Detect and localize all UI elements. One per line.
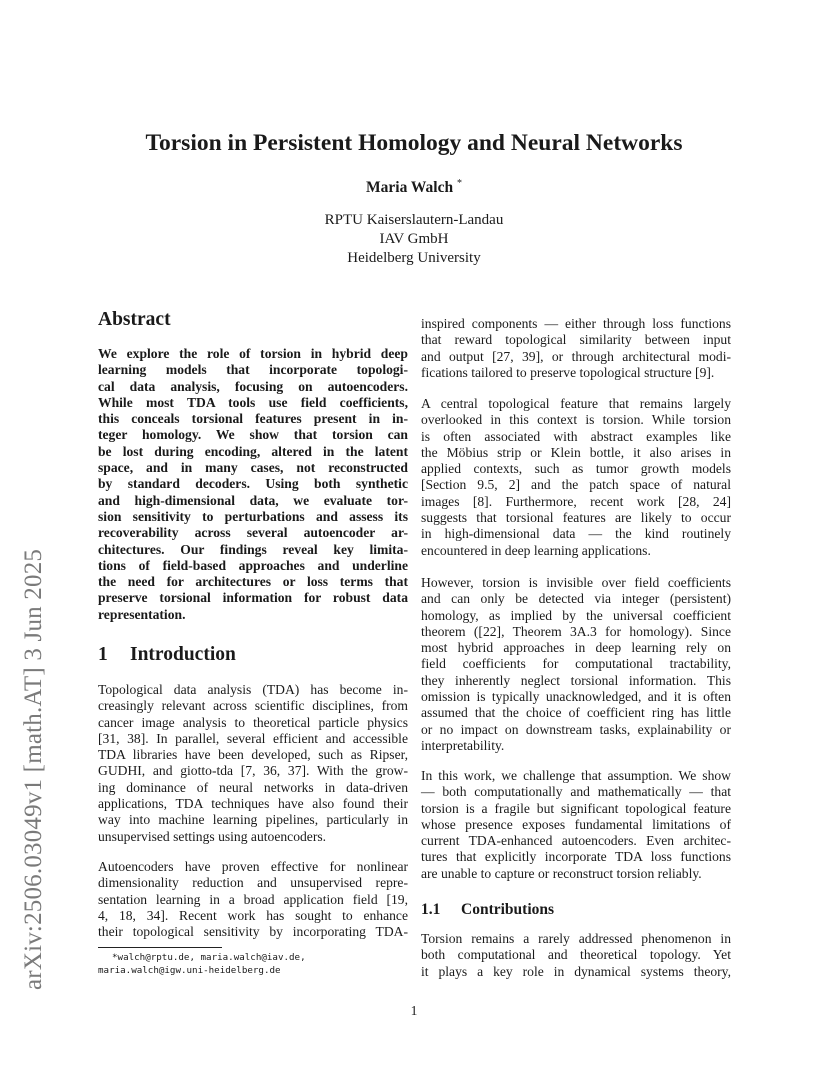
text-line: the Möbius strip or Klein bottle, it also arises in <box>421 444 731 460</box>
text-line: Topological data analysis (TDA) has become in- <box>98 682 408 697</box>
abstract-body <box>98 346 408 623</box>
text-line: GUDHI, and giotto-tda [7, 36, 37]. With the grow- <box>98 763 408 779</box>
text-line: and high-dimensional data, we evaluate tor- <box>98 492 408 508</box>
text-line: cal data analysis, focusing on autoencoders. <box>98 378 408 394</box>
text-line: torsion is a fragile but significant topological feature <box>421 800 731 816</box>
text-line: While most TDA tools use field coefficients, <box>98 394 408 410</box>
intro-paragraph-2 <box>98 859 408 940</box>
text-line: tions of field-based approaches and underline <box>98 557 408 573</box>
footnote-rule <box>98 947 222 948</box>
subsection-heading-contributions <box>421 901 554 919</box>
text-line: and output [27, 39], or through architectural modi- <box>421 348 731 364</box>
subsection-title: Contributions <box>461 901 555 918</box>
footnote-line: *walch@rptu.de, maria.walch@iav.de, <box>112 952 306 963</box>
page-number: 1 <box>410 1003 418 1018</box>
author-footnote-mark: * <box>457 178 462 189</box>
text-line: applied contexts, such as tumor growth models <box>421 461 731 477</box>
section-title: Introduction <box>130 644 236 665</box>
text-line: that reward topological similarity between input <box>421 332 731 348</box>
section-number: 1 <box>98 644 108 665</box>
text-line: are unable to capture or reconstruct torsion reliably. <box>421 865 702 881</box>
affiliation-3: Heidelberg University <box>347 250 481 266</box>
text-line: inspired components — either through loss functions <box>421 316 731 331</box>
subsection-number: 1.1 <box>421 901 441 918</box>
text-line: their topological sensitivity by incorporating TDA- <box>98 924 408 940</box>
author-name <box>0 178 828 197</box>
author-name-text: Maria Walch <box>366 179 454 197</box>
text-line: recoverability across several autoencoder ar- <box>98 525 408 541</box>
paper-title: Torsion in Persistent Homology and Neural Networks <box>145 130 683 156</box>
text-line: chitectures. Our findings reveal key limita- <box>98 541 408 557</box>
text-line: creasingly relevant across scientific disciplines, from <box>98 698 408 714</box>
text-line: 4, 18, 34]. Recent work has sought to enhance <box>98 907 408 923</box>
text-line: most hybrid approaches in deep learning rely on <box>421 640 731 656</box>
text-line: tures that explicitly incorporate TDA loss functions <box>421 849 731 865</box>
text-line: ing dominance of neural networks in data-driven <box>98 779 408 795</box>
text-line: the need for architectures or loss terms that <box>98 574 408 590</box>
text-line: preserve torsional information for robust data <box>98 590 408 606</box>
text-line: encountered in deep learning applications. <box>421 542 651 558</box>
text-line: dimensionality reduction and unsupervised repre- <box>98 875 408 891</box>
text-line: [Section 9.5, 2] and the patch space of natural <box>421 477 731 493</box>
text-line: A central topological feature that remains largely <box>421 396 731 411</box>
text-line: However, torsion is invisible over field coefficients <box>421 575 731 590</box>
text-line: teger homology. We show that torsion can <box>98 427 408 443</box>
text-line: applications, TDA techniques have also found their <box>98 796 408 812</box>
affiliation-2: IAV GmbH <box>379 231 449 247</box>
text-line: images [8]. Furthermore, recent work [28, 24] <box>421 493 731 509</box>
right-paragraph-3 <box>421 575 731 754</box>
right-paragraph-5 <box>421 931 731 980</box>
right-paragraph-4 <box>421 768 731 882</box>
intro-paragraph-1 <box>98 682 408 845</box>
text-line: space, and in many cases, not reconstructed <box>98 460 408 476</box>
text-line: homology, as implied by the universal coefficient <box>421 607 731 623</box>
right-paragraph-1 <box>421 316 731 381</box>
text-line: In this work, we challenge that assumption. We show <box>421 768 731 783</box>
text-line: both computational and theoretical topology. Yet <box>421 947 731 963</box>
text-line: field coefficients for computational tractability, <box>421 656 731 672</box>
text-line: be lost during encoding, altered in the latent <box>98 443 408 459</box>
right-paragraph-2 <box>421 396 731 559</box>
text-line: unsupervised settings using autoencoders. <box>98 828 327 844</box>
text-line: is often associated with abstract examples like <box>421 428 731 444</box>
text-line: TDA libraries have been developed, such as Ripser, <box>98 747 408 763</box>
text-line: sentation learning in a broad application field [19, <box>98 891 408 907</box>
text-line: Autoencoders have proven effective for nonlinear <box>98 859 408 874</box>
text-line: whose presence exposes fundamental limitations of <box>421 816 731 832</box>
text-line: theorem ([22], Theorem 3A.3 for homology). Since <box>421 623 731 639</box>
footnote <box>98 951 408 977</box>
text-line: overlooked in this context is torsion. While torsion <box>421 412 731 428</box>
footnote-line: maria.walch@igw.uni-heidelberg.de <box>98 965 281 976</box>
text-line: fications tailored to preserve topological structure [9]. <box>421 364 715 380</box>
text-line: in high-dimensional data — the kind routinely <box>421 526 731 542</box>
text-line: Torsion remains a rarely addressed phenomenon in <box>421 931 731 946</box>
abstract-heading: Abstract <box>98 309 171 330</box>
text-line: by standard decoders. Using both synthetic <box>98 476 408 492</box>
text-line: representation. <box>98 606 186 622</box>
text-line: this conceals torsional features present in in- <box>98 411 408 427</box>
text-line: [31, 38]. In parallel, several efficient and accessible <box>98 730 408 746</box>
affiliation-1: RPTU Kaiserslautern-Landau <box>324 212 504 228</box>
text-line: learning models that incorporate topologi- <box>98 362 408 378</box>
text-line: or no impact on downstream tasks, explainability or <box>421 721 731 737</box>
text-line: — both computationally and mathematically — that <box>421 784 731 800</box>
arxiv-identifier: arXiv:2506.03049v1 [math.AT] 3 Jun 2025 <box>20 548 47 990</box>
text-line: assumed that the choice of coefficient ring has little <box>421 705 731 721</box>
text-line: way into machine learning pipelines, particularly in <box>98 812 408 828</box>
text-line: sion sensitivity to perturbations and assess its <box>98 508 408 524</box>
text-line: We explore the role of torsion in hybrid deep <box>98 346 408 361</box>
text-line: and can only be detected via integer (persistent) <box>421 591 731 607</box>
text-line: interpretability. <box>421 737 505 753</box>
text-line: cancer image analysis to theoretical particle physics <box>98 714 408 730</box>
text-line: omission is typically unacknowledged, and it is often <box>421 689 731 705</box>
text-line: they inherently neglect torsional information. This <box>421 672 731 688</box>
text-line: suggests that torsional features are likely to occur <box>421 510 731 526</box>
text-line: it plays a key role in dynamical systems theory, <box>421 963 731 979</box>
text-line: current TDA-enhanced autoencoders. Even architec- <box>421 833 731 849</box>
section-heading-introduction <box>98 644 236 666</box>
